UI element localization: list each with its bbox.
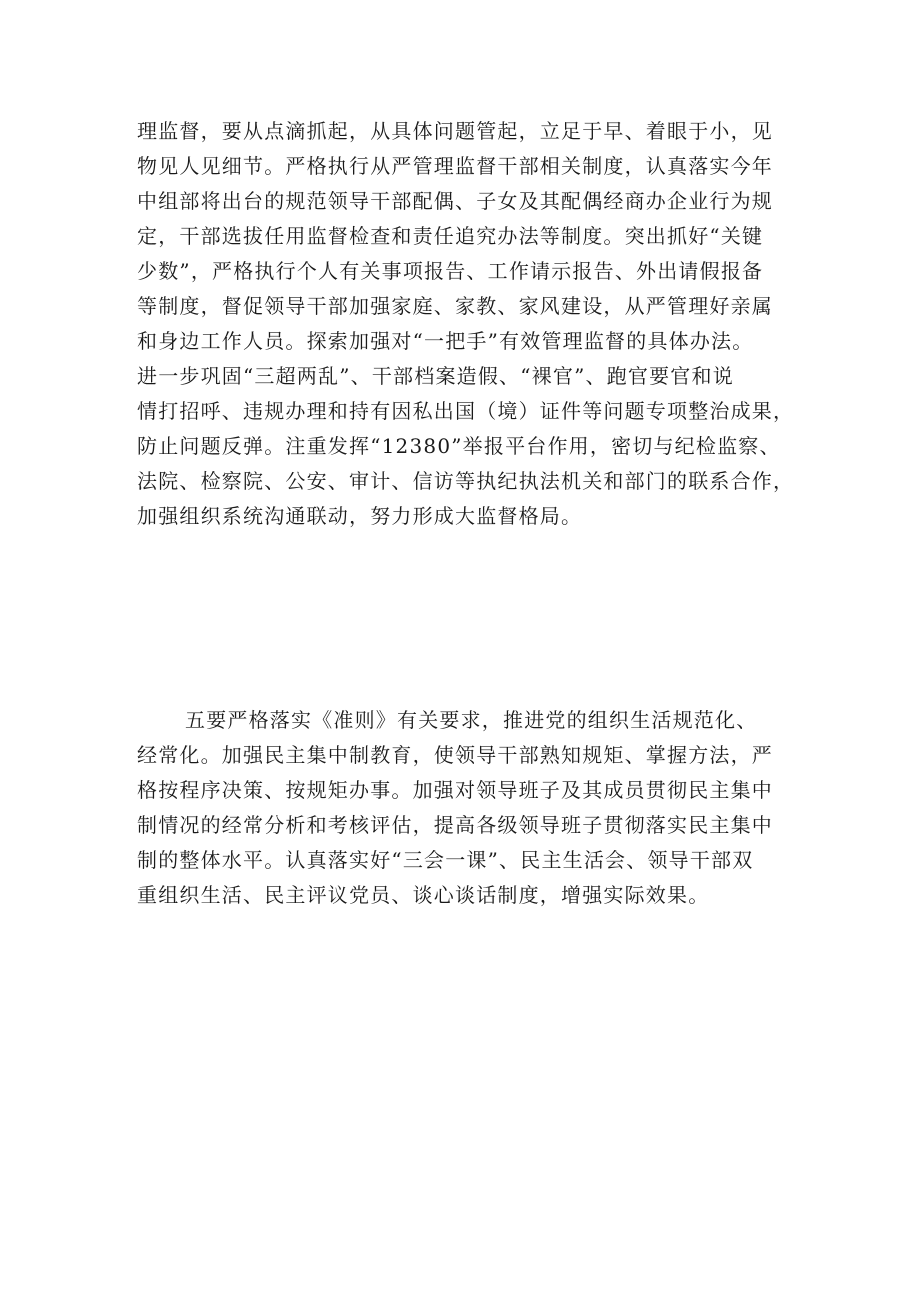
text-line: 制的整体水平。认真落实好“三会一课”、民主生活会、领导干部双 — [137, 848, 754, 872]
text-line: 五要严格落实《准则》有关要求，推进党的组织生活规范化、 — [185, 708, 758, 732]
text-line: 定，干部选拔任用监督检查和责任追究办法等制度。突出抓好“关键 — [137, 224, 764, 248]
text-line: 法院、检察院、公安、审计、信访等执纪执法机关和部门的联系合作， — [137, 469, 795, 493]
text-line: 和身边工作人员。探索加强对“一把手”有效管理监督的具体办法。 — [137, 329, 754, 353]
text-line: 物见人见细节。严格执行从严管理监督干部相关制度，认真落实今年 — [137, 154, 773, 178]
text-line: 少数”，严格执行个人有关事项报告、工作请示报告、外出请假报备 — [137, 259, 764, 283]
paragraph-supervision — [137, 114, 797, 534]
text-line: 等制度，督促领导干部加强家庭、家教、家风建设，从严管理好亲属 — [137, 294, 773, 318]
text-line: 进一步巩固“三超两乱”、干部档案造假、“裸官”、跑官要官和说 — [137, 364, 734, 388]
text-line: 理监督，要从点滴抓起，从具体问题管起，立足于早、着眼于小，见 — [137, 119, 773, 143]
text-line: 重组织生活、民主评议党员、谈心谈话制度，增强实际效果。 — [137, 883, 710, 907]
text-line: 中组部将出台的规范领导干部配偶、子女及其配偶经商办企业行为规 — [137, 189, 773, 213]
text-line: 情打招呼、违规办理和持有因私出国（境）证件等问题专项整治成果， — [137, 399, 795, 423]
paragraph-organizational-life — [137, 703, 797, 913]
text-line: 经常化。加强民主集中制教育，使领导干部熟知规矩、掌握方法，严 — [137, 743, 773, 767]
text-line: 格按程序决策、按规矩办事。加强对领导班子及其成员贯彻民主集中 — [137, 778, 773, 802]
text-line: 制情况的经常分析和考核评估，提高各级领导班子贯彻落实民主集中 — [137, 813, 773, 837]
text-line: 加强组织系统沟通联动，努力形成大监督格局。 — [137, 504, 583, 528]
text-line: 防止问题反弹。注重发挥“12380”举报平台作用，密切与纪检监察、 — [137, 434, 781, 458]
